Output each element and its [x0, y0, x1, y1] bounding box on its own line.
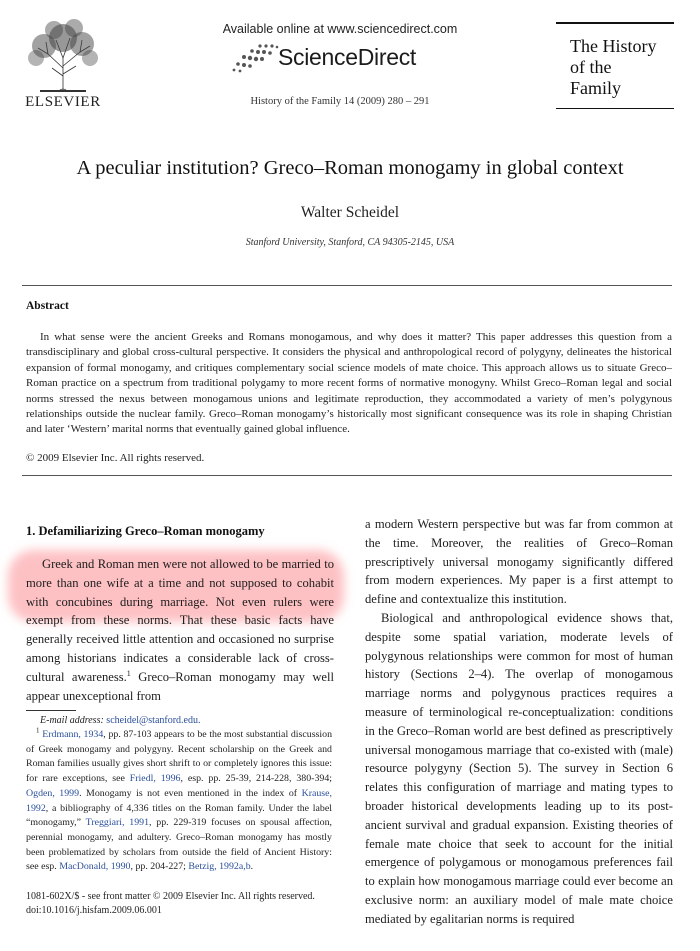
reference-link[interactable]: Treggiari, 1991 [85, 817, 150, 829]
right-column-text [365, 515, 673, 929]
doi-line[interactable]: doi:10.1016/j.hisfam.2009.06.001 [26, 905, 162, 916]
reference-link[interactable]: Erdmann, 1934 [42, 729, 104, 740]
abstract-heading: Abstract [26, 300, 69, 312]
footnote-text: . [250, 861, 254, 873]
footnote-text: , esp. pp. 25-39, 214-228, 380-394; [180, 773, 332, 785]
abstract-bottom-rule [22, 475, 672, 476]
footnote-marker[interactable]: 1 [126, 668, 131, 678]
author-affiliation: Stanford University, Stanford, CA 94305-2145, USA [245, 237, 455, 248]
reference-link[interactable]: Ogden, 1999 [26, 787, 80, 799]
section-paragraph [26, 555, 334, 705]
highlighted-sentences: Greek and Roman men were not allowed to be married to more than one wife at a time and not supposed to cohabit with concubines during marriage. Not even rulers were exempt from these norms. [26, 557, 334, 628]
email-link[interactable]: scheidel@stanford.edu. [106, 715, 201, 726]
abstract-copyright: © 2009 Elsevier Inc. All rights reserved. [26, 452, 205, 464]
journal-citation: History of the Family 14 (2009) 280 – 291 [250, 96, 430, 107]
journal-title-box [556, 22, 674, 109]
reference-link[interactable]: Krause, 1992 [26, 787, 332, 814]
footnote-text: , pp. 87-103 appears to be the most substantial discussion of Greek monogamy and polygyny. Recent scholarship on the Greek and Roman families usually gives short shrift to or completely ignores this issue: for rare exceptions, see [26, 729, 333, 785]
footnote-text: . Monogamy is not even mentioned in the index of [79, 787, 302, 799]
right-paragraph: a modern Western perspective but was far from common at the time. Moreover, the realities of Greco–Roman prescriptively universal monogamy significantly differed from modern experiences. My paper is a first attempt to define and contextualize this institution. [365, 517, 673, 607]
abstract-top-rule [22, 285, 672, 286]
footnote-text: , pp. 204-227; [130, 861, 189, 873]
reference-link[interactable]: Betzig, 1992a,b [188, 861, 251, 873]
elsevier-logo [22, 18, 104, 112]
footnote-1 [26, 728, 332, 875]
paragraph-continuation: That these basic facts have generally received little attention and occasioned no surprise among historians indicates a considerable lack of cross-cultural awareness. [26, 613, 334, 684]
journal-name-line: The History [570, 36, 657, 56]
footnote-rule [26, 710, 76, 711]
reference-link[interactable]: MacDonald, 1990 [59, 861, 131, 873]
article-author: Walter Scheidel [300, 204, 400, 221]
footnote-number: 1 [36, 726, 40, 735]
footnote-text: , pp. 229-319 focuses on spousal affection, perennial monogamy, and adultery. Greco–Roman monogamy has mostly been problematized by scholars from outside the field of Ancient History: see esp. [26, 817, 332, 873]
platform-name: ScienceDirect [278, 44, 416, 70]
abstract-text: In what sense were the ancient Greeks and Romans monogamous, and why does it matter? This paper addresses this question from a transdisciplinary and global cross-cultural perspective. It considers the physical and anthropological record of polygyny, delineates the historical expansion of formal monogamy, and critiques complementary social science models of mate choice. This approach allows us to situate Greco–Roman practice on a spectrum from traditional polygamy to more recent forms of normative monogyny. Whilst Greco–Roman legal and social norms stressed the nexus between monogamous unions and legitimate reproduction, they accommodated a variety of men’s polygynous relationships outside the nuclear family. Greco–Roman monogamy’s historically most significant consequence was its role in shaping Christian and later ‘Western’ marital norms that eventually gained global influence. [26, 331, 672, 436]
elsevier-tree-icon [26, 18, 100, 94]
author-email [40, 715, 200, 726]
journal-name-line: Family [570, 78, 622, 98]
right-paragraph: Biological and anthropological evidence shows that, despite some spatial variation, moderate levels of polygynous relationships were common for most of human history (Sections 2–4). The overlap of monogamous marriage norms and polygynous practices requires a measure of terminological re-conceptualization: conditions in the Greco–Roman world are best defined as prescriptively universal monogamous marriage that co-existed with (male) resource polygyny (Section 5). The survey in Section 6 relates this configuration of marriage and mating types to broader historical developments leading up to its post-ancient survival and gradual expansion. Existing theories of female mate choice that seek to account for the initial emergence of polygamous or monogamous preferences fail to explain how monogamous marriage could ever become an exclusive norm: an auxiliary model of male mate choice mediated by egalitarian norms is required [365, 610, 673, 926]
journal-name [570, 36, 656, 99]
article-title: A peculiar institution? Greco–Roman monogamy in global context [76, 157, 624, 179]
available-online-text: Available online at www.sciencedirect.com [222, 22, 458, 36]
paragraph-tail: Greco–Roman monogamy may well appear unexceptional from [26, 669, 334, 703]
publisher-name: ELSEVIER [25, 94, 101, 110]
sciencedirect-logo [230, 40, 450, 76]
front-matter-line: 1081-602X/$ - see front matter © 2009 Elsevier Inc. All rights reserved. [26, 891, 315, 902]
journal-name-line: of the [570, 57, 612, 77]
sciencedirect-dots-icon [230, 42, 280, 74]
reference-link[interactable]: Friedl, 1996 [129, 773, 181, 785]
footnote-text: , a bibliography of 4,336 titles on the Roman family. Under the label “monogamy,” [26, 802, 332, 829]
section-heading: 1. Defamiliarizing Greco–Roman monogamy [26, 524, 265, 538]
email-label: E-mail address: [40, 715, 104, 726]
